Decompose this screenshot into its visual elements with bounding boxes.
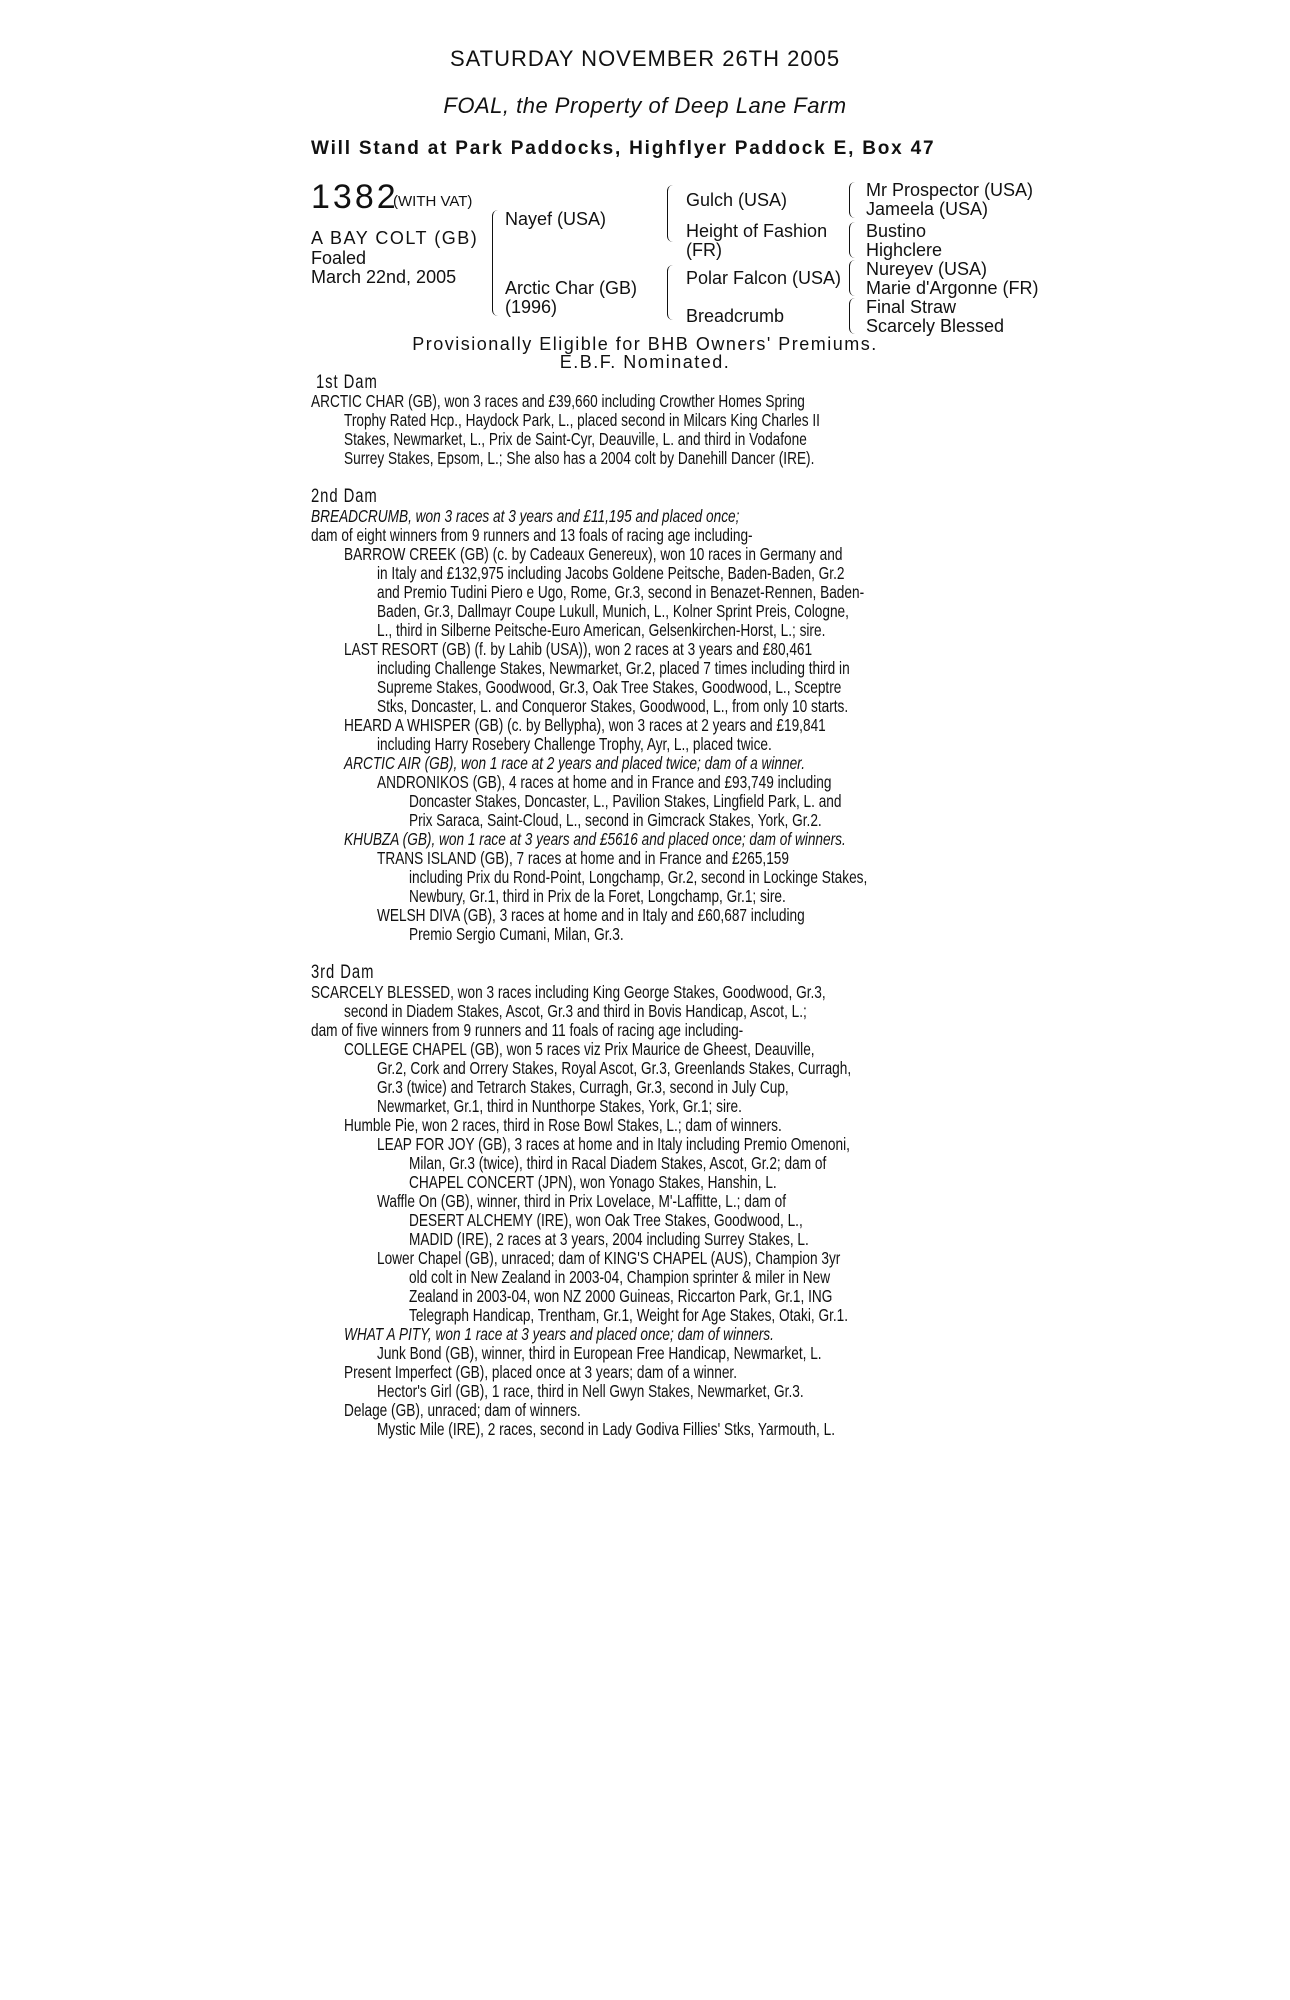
third-dam-line: DESERT ALCHEMY (IRE), won Oak Tree Stakes, Goodwood, L., [409,1210,803,1230]
first-dam-line: Surrey Stakes, Epsom, L.; She also has a 2004 colt by Danehill Dancer (IRE). [344,448,815,468]
third-dam-line: Delage (GB), unraced; dam of winners. [344,1400,581,1420]
ggs-brace-3 [849,260,856,296]
pedigree-ggs: Nureyev (USA) [866,259,988,279]
vat-note: (WITH VAT) [393,193,473,210]
third-dam-line: Hector's Girl (GB), 1 race, third in Nell Gwyn Stakes, Newmarket, Gr.3. [377,1381,804,1401]
third-dam-line: Newmarket, Gr.1, third in Nunthorpe Stakes, York, Gr.1; sire. [377,1096,742,1116]
first-dam-line: Trophy Rated Hcp., Haydock Park, L., placed second in Milcars King Charles II [344,410,820,430]
third-dam-line: COLLEGE CHAPEL (GB), won 5 races viz Prix Maurice de Gheest, Deauville, [344,1039,815,1059]
pedigree-ggs: Final Straw [866,297,957,317]
third-dam-line: Mystic Mile (IRE), 2 races, second in Lady Godiva Fillies' Stks, Yarmouth, L. [377,1419,836,1439]
third-dam-line: Gr.2, Cork and Orrery Stakes, Royal Ascot, Gr.3, Greenlands Stakes, Curragh, [377,1058,852,1078]
second-dam-line: Newbury, Gr.1, third in Prix de la Foret, Longchamp, Gr.1; sire. [409,886,786,906]
pedigree-ggs: Mr Prospector (USA) [866,180,1034,200]
pedigree-ggs: Jameela (USA) [866,199,989,219]
second-dam-line: Stks, Doncaster, L. and Conqueror Stakes, Goodwood, L., from only 10 starts. [377,696,849,716]
second-dam-line: including Harry Rosebery Challenge Trophy, Ayr, L., placed twice. [377,734,772,754]
sale-date: SATURDAY NOVEMBER 26TH 2005 [449,46,841,71]
third-dam-line: Humble Pie, won 2 races, third in Rose Bowl Stakes, L.; dam of winners. [344,1115,782,1135]
pedigree-gs4: Breadcrumb [686,306,785,326]
second-dam-line: ANDRONIKOS (GB), 4 races at home and in France and £93,749 including [377,772,832,792]
lot-number: 1382 [311,178,399,216]
lot-description: A BAY COLT (GB) [311,228,479,248]
third-dam-line: Gr.3 (twice) and Tetrarch Stakes, Curragh, Gr.3, second in July Cup, [377,1077,789,1097]
pedigree-dam-year: (1996) [505,297,558,317]
ggs-brace-4 [849,298,856,334]
third-dam-line: CHAPEL CONCERT (JPN), won Yonago Stakes, Hanshin, L. [409,1172,777,1192]
third-dam-line: second in Diadem Stakes, Ascot, Gr.3 and third in Bovis Handicap, Ascot, L.; [344,1001,807,1021]
second-dam-line: in Italy and £132,975 including Jacobs Goldene Peitsche, Baden-Baden, Gr.2 [377,563,845,583]
eligibility-line: Provisionally Eligible for BHB Owners' Premiums. [412,334,878,354]
third-dam-line: dam of five winners from 9 runners and 11 foals of racing age including- [311,1020,744,1040]
sire-dam-brace [492,210,499,316]
second-dam-line: Baden, Gr.3, Dallmayr Coupe Lukull, Munich, L., Kolner Sprint Preis, Cologne, [377,601,849,621]
ggs-brace-1 [849,182,856,218]
second-dam-line: LAST RESORT (GB) (f. by Lahib (USA)), won 2 races at 3 years and £80,461 [344,639,813,659]
third-dam-line: Present Imperfect (GB), placed once at 3 years; dam of a winner. [344,1362,738,1382]
pedigree-gs3: Polar Falcon (USA) [686,268,842,288]
pedigree-gs2b: (FR) [686,240,722,260]
first-dam-line: Stakes, Newmarket, L., Prix de Saint-Cyr, Deauville, L. and third in Vodafone [344,429,807,449]
second-dam-line: Premio Sergio Cumani, Milan, Gr.3. [409,924,624,944]
second-dam-line: ARCTIC AIR (GB), won 1 race at 2 years and placed twice; dam of a winner. [344,753,806,773]
first-dam-heading: 1st Dam [316,372,378,393]
third-dam-line: Telegraph Handicap, Trentham, Gr.1, Weight for Age Stakes, Otaki, Gr.1. [409,1305,849,1325]
second-dam-line: Doncaster Stakes, Doncaster, L., Pavilion Stakes, Lingfield Park, L. and [409,791,842,811]
third-dam-line: Waffle On (GB), winner, third in Prix Lovelace, M'-Laffitte, L.; dam of [377,1191,786,1211]
pedigree-ggs: Scarcely Blessed [866,316,1005,336]
second-dam-line: BREADCRUMB, won 3 races at 3 years and £11,195 and placed once; [311,506,740,526]
third-dam-line: Milan, Gr.3 (twice), third in Racal Diadem Stakes, Ascot, Gr.2; dam of [409,1153,827,1173]
pedigree-gs1: Gulch (USA) [686,190,788,210]
second-dam-line: L., third in Silberne Peitsche-Euro American, Gelsenkirchen-Horst, L.; sire. [377,620,826,640]
sire-line-brace [667,185,674,242]
pedigree-ggs: Marie d'Argonne (FR) [866,278,1039,298]
pedigree-dam: Arctic Char (GB) [505,278,638,298]
second-dam-line: including Challenge Stakes, Newmarket, Gr.2, placed 7 times including third in [377,658,850,678]
pedigree-ggs: Highclere [866,240,943,260]
second-dam-line: dam of eight winners from 9 runners and 13 foals of racing age including- [311,525,753,545]
second-dam-line: TRANS ISLAND (GB), 7 races at home and in France and £265,159 [377,848,789,868]
third-dam-heading: 3rd Dam [311,962,375,983]
pedigree-gs2a: Height of Fashion [686,221,828,241]
ggs-brace-2 [849,222,856,258]
third-dam-line: LEAP FOR JOY (GB), 3 races at home and in Italy including Premio Omenoni, [377,1134,850,1154]
third-dam-line: old colt in New Zealand in 2003-04, Champion sprinter & miler in New [409,1267,831,1287]
third-dam-line: WHAT A PITY, won 1 race at 3 years and placed once; dam of winners. [344,1324,774,1344]
second-dam-line: Prix Saraca, Saint-Cloud, L., second in Gimcrack Stakes, York, Gr.2. [409,810,822,830]
second-dam-line: KHUBZA (GB), won 1 race at 3 years and £5616 and placed once; dam of winners. [344,829,846,849]
consignor-line: FOAL, the Property of Deep Lane Farm [443,93,847,118]
stand-location: Will Stand at Park Paddocks, Highflyer Paddock E, Box 47 [311,138,936,159]
third-dam-line: Lower Chapel (GB), unraced; dam of KING'S CHAPEL (AUS), Champion 3yr [377,1248,841,1268]
second-dam-line: HEARD A WHISPER (GB) (c. by Bellypha), won 3 races at 2 years and £19,841 [344,715,826,735]
first-dam-line: ARCTIC CHAR (GB), won 3 races and £39,660 including Crowther Homes Spring [311,391,805,411]
third-dam-line: MADID (IRE), 2 races at 3 years, 2004 including Surrey Stakes, L. [409,1229,809,1249]
third-dam-line: Junk Bond (GB), winner, third in European Free Handicap, Newmarket, L. [377,1343,822,1363]
second-dam-heading: 2nd Dam [311,486,378,507]
foaled-date: March 22nd, 2005 [311,267,457,287]
second-dam-line: and Premio Tudini Piero e Ugo, Rome, Gr.3, second in Benazet-Rennen, Baden- [377,582,865,602]
second-dam-line: Supreme Stakes, Goodwood, Gr.3, Oak Tree Stakes, Goodwood, L., Sceptre [377,677,842,697]
third-dam-line: Zealand in 2003-04, won NZ 2000 Guineas, Riccarton Park, Gr.1, ING [409,1286,833,1306]
dam-line-brace [667,265,674,320]
pedigree-sire: Nayef (USA) [505,209,607,229]
ebf-line: E.B.F. Nominated. [559,352,731,372]
foaled-label: Foaled [311,248,367,268]
second-dam-line: including Prix du Rond-Point, Longchamp, Gr.2, second in Lockinge Stakes, [409,867,868,887]
pedigree-ggs: Bustino [866,221,927,241]
second-dam-line: WELSH DIVA (GB), 3 races at home and in Italy and £60,687 including [377,905,805,925]
third-dam-line: SCARCELY BLESSED, won 3 races including King George Stakes, Goodwood, Gr.3, [311,982,826,1002]
second-dam-line: BARROW CREEK (GB) (c. by Cadeaux Genereux), won 10 races in Germany and [344,544,843,564]
